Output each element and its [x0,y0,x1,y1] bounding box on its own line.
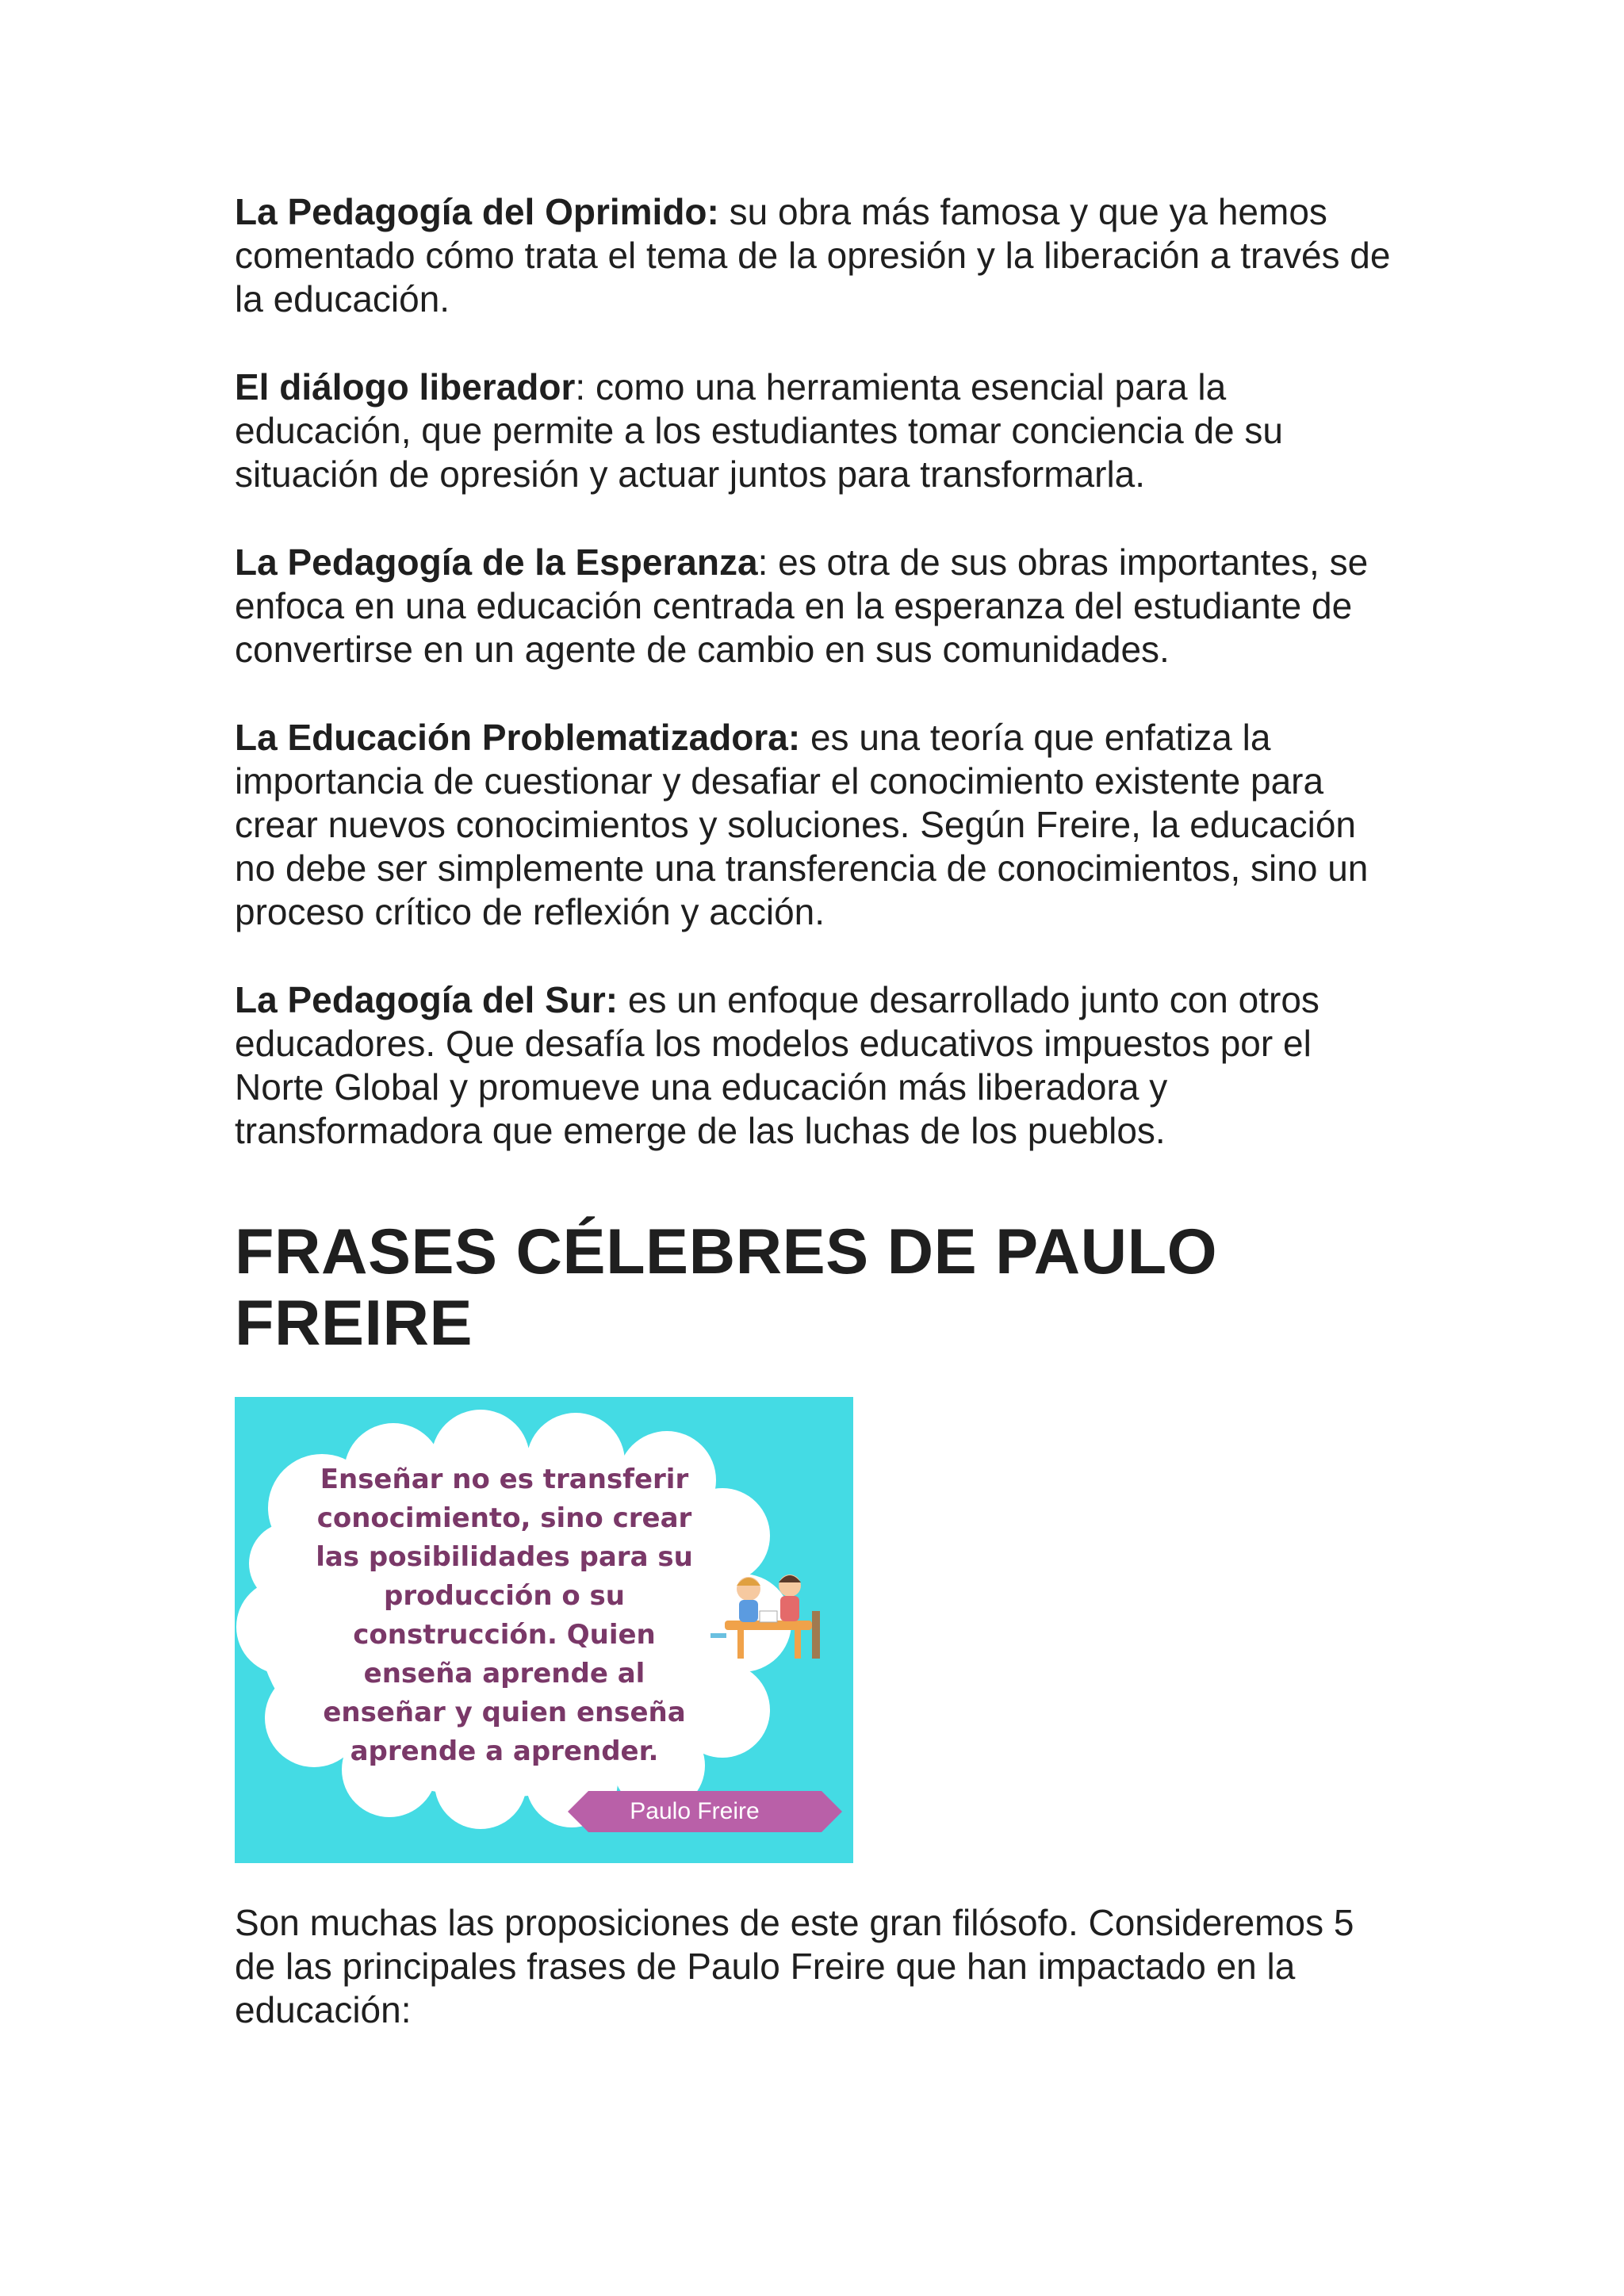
quote-line: conocimiento, sino crear [316,1502,692,1534]
document-content [235,190,1400,2076]
term-dialogo-liberador: El diálogo liberador [235,366,576,408]
paragraph-pedagogia-oprimido [235,190,1400,321]
term-pedagogia-sur: La Pedagogía del Sur: [235,979,619,1020]
text-pedagogia-sur: es un enfoque desarrollado junto con otros educadores. Que desafía los modelos educativos impuestos por el Norte Global y promueve una educación más liberadora y transformadora que emerge de las luchas de los pueblos. [235,979,1320,1151]
paragraph-pedagogia-esperanza [235,541,1400,672]
closing-paragraph: Son muchas las proposiciones de este gran filósofo. Consideremos 5 de las principales frases de Paulo Freire que han impactado en la educación: [235,1902,1354,2030]
text-dialogo-liberador: : como una herramienta esencial para la educación, que permite a los estudiantes tomar conciencia de su situación de opresión y actuar juntos para transformarla. [235,366,1284,495]
section-heading: FRASES CÉLEBRES DE PAULO FREIRE [235,1216,1218,1359]
term-pedagogia-oprimido: La Pedagogía del Oprimido: [235,191,719,232]
text-pedagogia-oprimido: su obra más famosa y que ya hemos comentado cómo trata el tema de la opresión y la liberación a través de la educación. [235,191,1391,320]
quote-line: aprende a aprender. [350,1735,659,1767]
quote-line: producción o su [383,1580,625,1612]
text-pedagogia-esperanza: : es otra de sus obras importantes, se enfoca en una educación centrada en la esperanza del estudiante de convertirse en un agente de cambio en sus comunidades. [235,541,1369,670]
quote-line: las posibilidades para su [316,1541,693,1573]
quote-line: enseña aprende al [363,1658,645,1689]
text-educacion-problematizadora: es una teoría que enfatiza la importancia de cuestionar y desafiar el conocimiento existente para crear nuevos conocimientos y soluciones. Según Freire, la educación no debe ser simplemente una transferencia de conocimientos, sino un proceso crítico de reflexión y acción. [235,717,1369,932]
quote-image [235,1397,853,1863]
quote-line: enseñar y quien enseña [323,1697,686,1728]
term-pedagogia-esperanza: La Pedagogía de la Esperanza [235,541,758,583]
term-educacion-problematizadora: La Educación Problematizadora: [235,717,801,758]
quote-line: construcción. Quien [353,1619,656,1651]
paragraph-educacion-problematizadora [235,716,1400,934]
quote-text [266,1460,742,1771]
paragraph-dialogo-liberador [235,365,1400,496]
paragraph-pedagogia-sur [235,978,1400,1153]
quote-line: Enseñar no es transferir [320,1464,689,1495]
quote-author: Paulo Freire [630,1798,760,1824]
